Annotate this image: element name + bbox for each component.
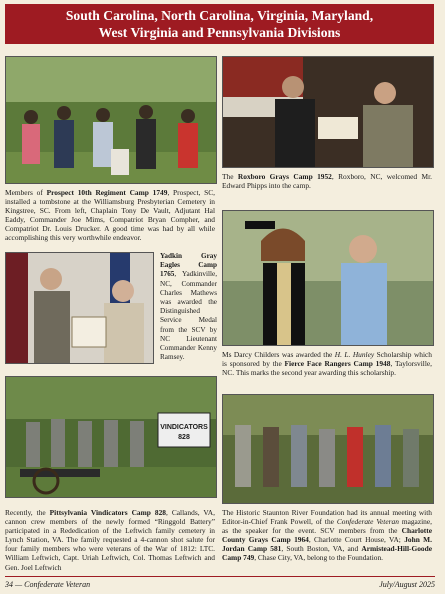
caption-text: , Roxboro, NC, welcomed Mr. Edward Phipps into the camp. — [222, 172, 433, 191]
caption-text: The — [222, 172, 238, 181]
photo-yadkin-award — [5, 252, 154, 364]
caption-text: Scholarship which is sponsored by the — [222, 350, 433, 369]
section-banner — [5, 4, 434, 44]
caption-text: , Charlotte Court House, VA; — [308, 535, 405, 545]
caption-text: , South Boston, VA, and — [281, 544, 362, 554]
footer-issue-date: July/August 2025 — [379, 580, 435, 589]
camp-name: Pittsylvania Vindicators Camp 828 — [49, 508, 166, 517]
sign-vindicators-line2: 828 — [178, 434, 190, 441]
caption-text: , Prospect, SC, installed a tombstone at the Williamsburg Presbyterian Cemetery in Kingstree, SC. From left, Chaplain Tony De Vault, Adjutant Hal Eaddy, Commander Joe Mims, Compatriot Bryan Compher, and Compatriot Dr. Louis Drucker. A good time was had by all while accomplishing this very worthwhile endeavor. — [5, 188, 215, 243]
photo-staunton-river-foundation — [222, 394, 434, 504]
footer-page-number: 34 — Confederate Veteran — [5, 580, 91, 589]
photo-childers-scholarship — [222, 210, 434, 346]
photo-pittsylvania-cannon-crew — [5, 376, 217, 498]
caption-text: , Taylorsville, NC. This marks the second year awarding this scholarship. — [222, 359, 432, 378]
banner-line-1: South Carolina, North Carolina, Virginia, Maryland, — [65, 8, 374, 23]
caption-text: magazine, as the speaker for the event. SCV members from the — [222, 517, 432, 536]
sign-vindicators-line1: VINDICATORS — [160, 424, 208, 431]
banner-line-2: West Virginia and Pennsylvania Divisions — [98, 25, 341, 40]
page-footer — [5, 576, 435, 589]
caption-childers — [222, 350, 432, 377]
caption-prospect — [5, 188, 215, 243]
award-name: H. L. Hunley — [334, 350, 375, 359]
photo-roxboro-grays — [222, 56, 434, 168]
camp-name: Yadkin Gray Eagles Camp 1765 — [160, 252, 217, 279]
caption-text: Members of — [5, 188, 47, 197]
caption-staunton — [222, 508, 432, 563]
caption-text: The Historic Staunton River Foundation had its annual meeting with Editor-in-Chief Frank Powell, of the — [222, 508, 432, 527]
caption-text: Recently, the — [5, 508, 50, 517]
caption-yadkin — [160, 252, 217, 362]
photo-prospect-tombstone — [5, 56, 217, 184]
camp-name: Armistead-Hill-Goode Camp 749 — [222, 544, 432, 563]
camp-name: John M. Jordan Camp 581 — [222, 535, 432, 554]
caption-text: , Callands, VA, cannon crew members of the newly formed “Ringgold Battery” participated in a Rededication of the Leftwich family cemetery in Lynch Station, VA. The family requested a 4-cannon shot salute for four family members who were veterans of the War of 1812: LTC. William Leftwich, Capt. Uriah Leftwich, Col. Thomas Leftwich and Gen. Joel Leftwich — [5, 508, 215, 572]
camp-name: Roxboro Grays Camp 1952 — [237, 172, 332, 181]
caption-roxboro — [222, 172, 432, 190]
caption-text: , Yadkinville, NC, Commander Charles Mathews was awarded the Distinguished Service Medal from the SCV by NC Lieutenant Commander Kenny Ramsey. — [160, 270, 217, 362]
camp-name: Charlotte County Grays Camp 1964 — [222, 526, 432, 545]
caption-text: Ms Darcy Childers was awarded the — [222, 350, 335, 359]
camp-name: Prospect 10th Regiment Camp 1749 — [46, 188, 168, 197]
caption-pittsylvania — [5, 508, 215, 572]
caption-text: , Chase City, VA, belong to the Foundation. — [254, 553, 384, 563]
magazine-title: Confederate Veteran — [336, 517, 399, 527]
camp-name: Fierce Face Rangers Camp 1948 — [284, 359, 391, 369]
